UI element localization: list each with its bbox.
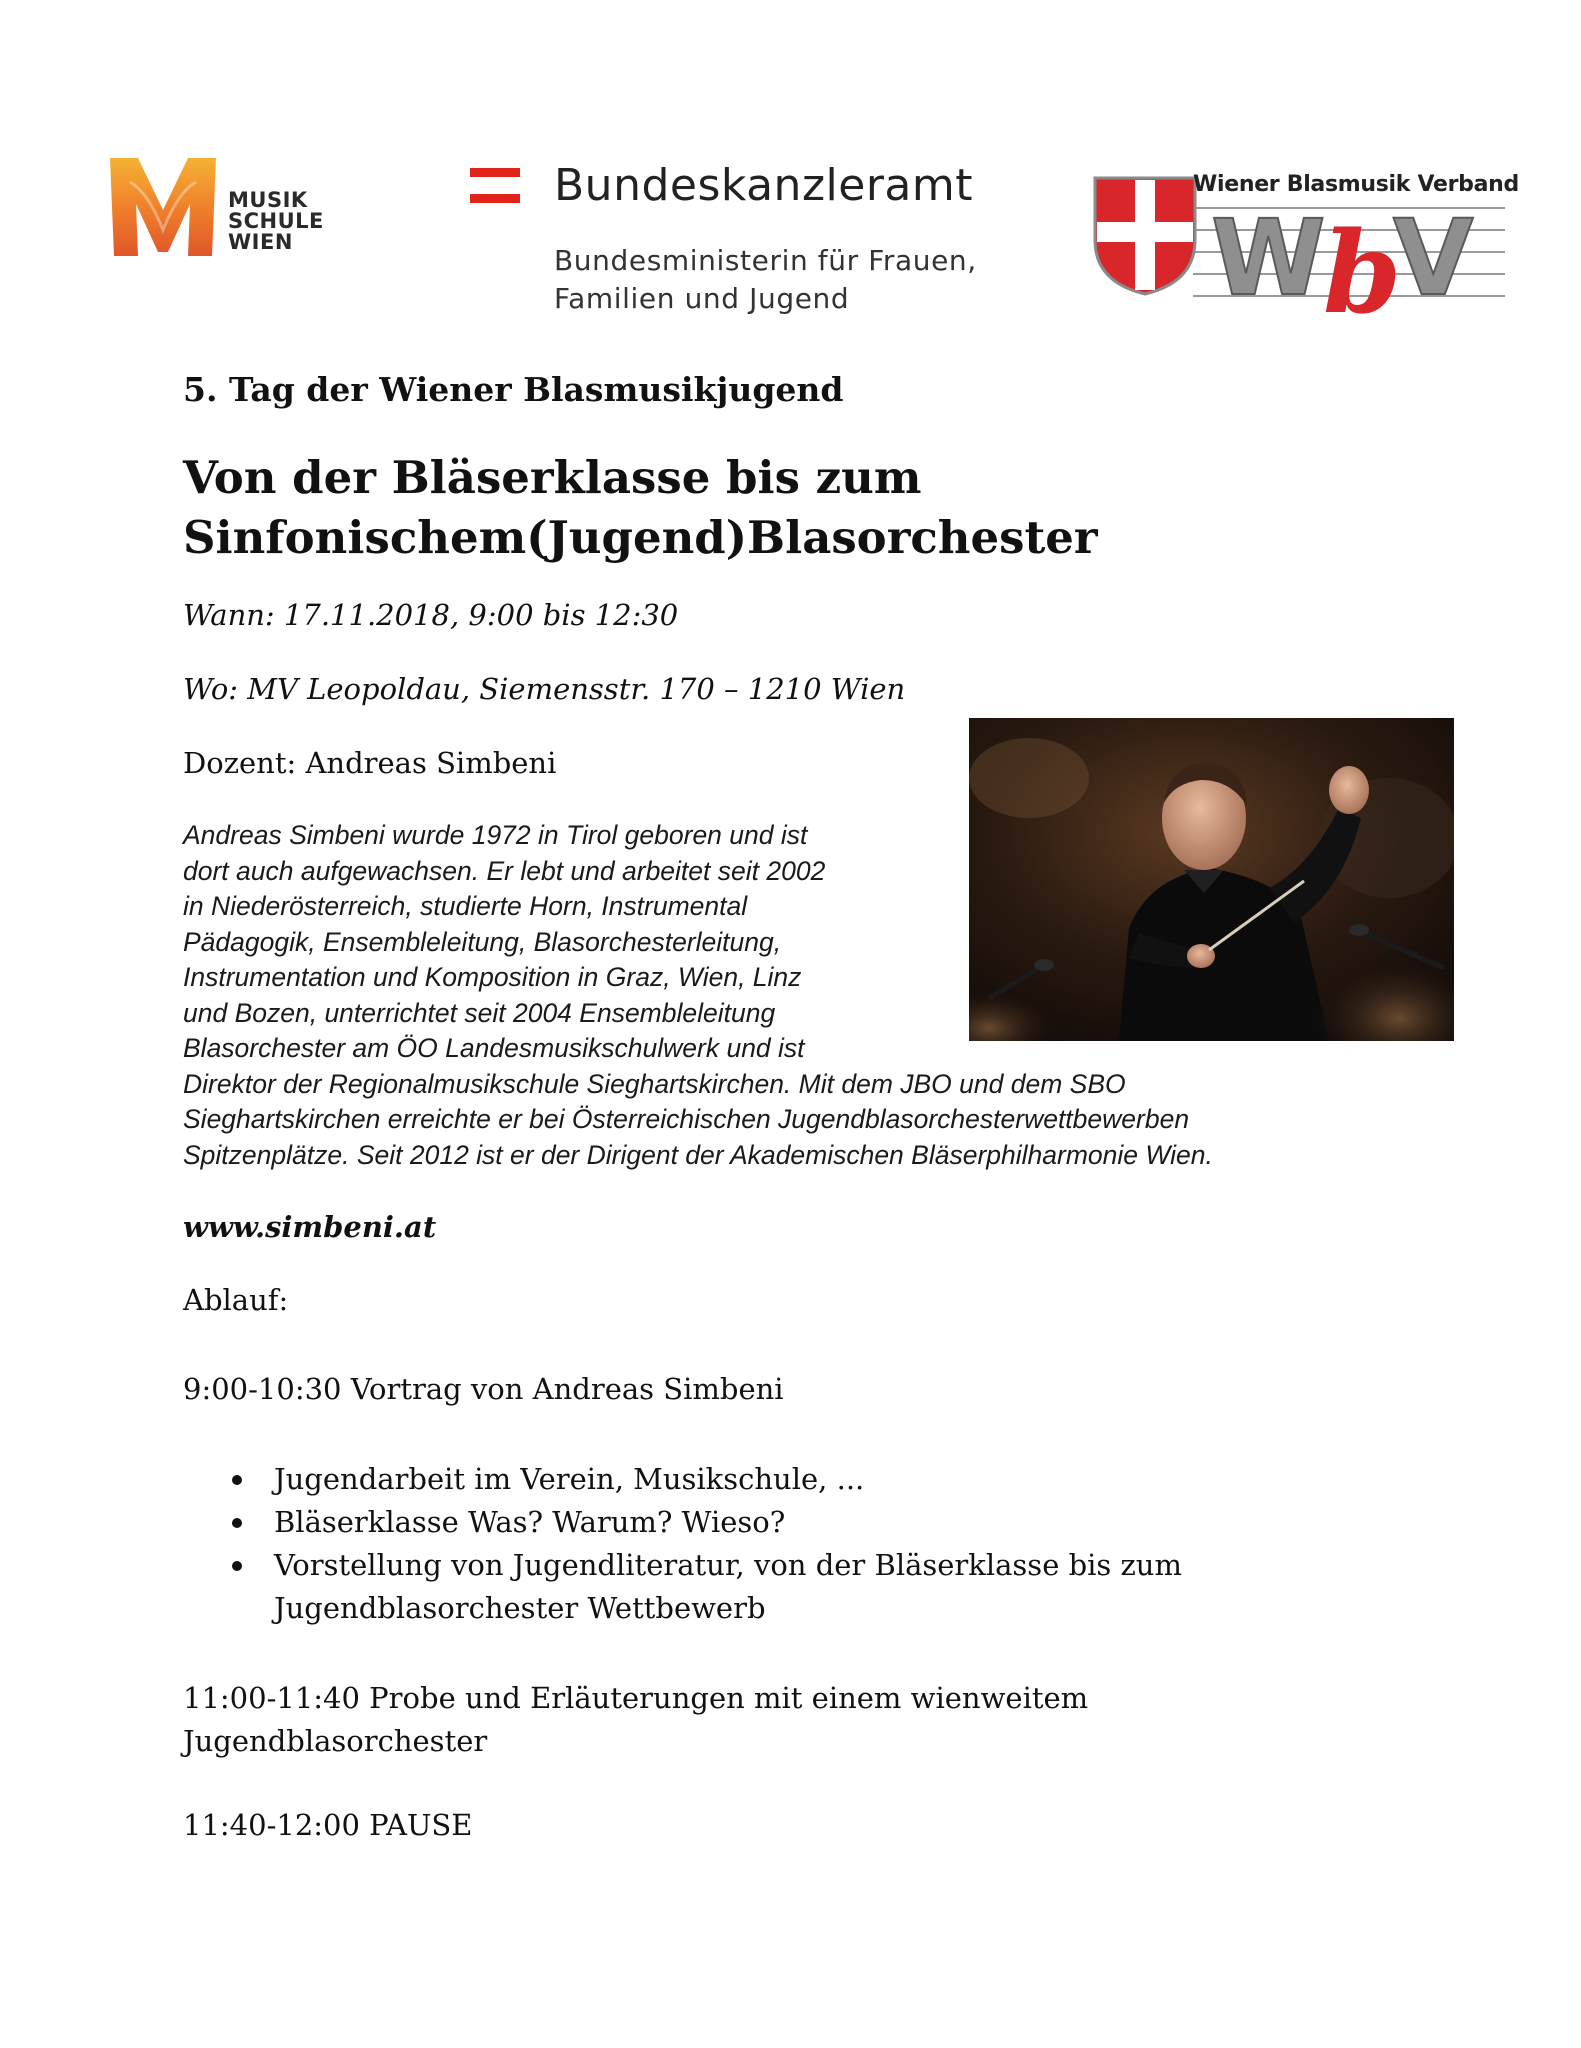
list-item-text: Jugendblasorchester Wettbewerb <box>274 1591 766 1625</box>
ministry-line-2: Familien und Jugend <box>554 282 850 315</box>
musikschule-line-2: SCHULE <box>228 209 324 233</box>
bio-line: Instrumentation und Komposition in Graz, Wien, Linz <box>183 962 802 992</box>
event-when: Wann: 17.11.2018, 9:00 bis 12:30 <box>183 598 679 632</box>
bio-line: Blasorchester am ÖO Landesmusikschulwerk und ist <box>183 1033 805 1063</box>
bio-line: in Niederösterreich, studierte Horn, Instrumental <box>183 891 748 921</box>
biography <box>183 818 1423 1173</box>
heading-line-2: Sinfonischem(Jugend)Blasorchester <box>183 511 1098 564</box>
agenda-slot-3: 11:40-12:00 PAUSE <box>183 1808 473 1842</box>
svg-text:W: W <box>1211 197 1326 319</box>
bundeskanzleramt-title: Bundeskanzleramt <box>554 160 973 211</box>
musikschule-wien-logo <box>108 152 348 262</box>
event-subtitle: 5. Tag der Wiener Blasmusikjugend <box>183 370 844 409</box>
bullet-icon <box>232 1561 242 1571</box>
svg-text:b: b <box>1323 208 1402 320</box>
svg-text:V: V <box>1393 197 1474 319</box>
list-item-text: Bläserklasse Was? Warum? Wieso? <box>274 1505 786 1539</box>
wbv-logo <box>1093 170 1519 320</box>
list-item-text: Jugendarbeit im Verein, Musikschule, ... <box>274 1462 865 1496</box>
bio-line: Spitzenplätze. Seit 2012 ist er der Dirigent der Akademischen Bläserphilharmonie Wien. <box>183 1139 1213 1170</box>
heading-line-1: Von der Bläserklasse bis zum <box>183 451 922 504</box>
bundeskanzleramt-logo <box>470 160 1030 330</box>
event-where: Wo: MV Leopoldau, Siemensstr. 170 – 1210 Wien <box>183 672 906 706</box>
ministry-line-1: Bundesministerin für Frauen, <box>554 244 977 277</box>
event-heading <box>183 448 1098 568</box>
musikschule-line-1: MUSIK <box>228 188 308 212</box>
austria-flag-icon <box>470 168 520 204</box>
bullet-icon <box>232 1518 242 1528</box>
agenda-label: Ablauf: <box>183 1283 289 1317</box>
musikschule-line-3: WIEN <box>228 230 293 254</box>
bio-line: Sieghartskirchen erreichte er bei Österreichischen Jugendblasorchesterwettbewerben <box>183 1104 1190 1134</box>
website-link[interactable]: www.simbeni.at <box>183 1210 437 1244</box>
slot-2-line-1: 11:00-11:40 Probe und Erläuterungen mit einem wienweitem <box>183 1681 1089 1715</box>
slot-2-line-2: Jugendblasorchester <box>183 1724 488 1758</box>
agenda-topic-list <box>230 1458 1330 1630</box>
musikschule-m-icon <box>108 152 218 262</box>
wbv-title: Wiener Blasmusik Verband <box>1193 172 1519 197</box>
list-item <box>230 1458 1330 1501</box>
list-item-text: Vorstellung von Jugendliteratur, von der Bläserklasse bis zum <box>274 1548 1182 1582</box>
bio-line: und Bozen, unterrichtet seit 2004 Ensembleleitung <box>183 997 776 1028</box>
list-item <box>230 1544 1330 1630</box>
list-item <box>230 1501 1330 1544</box>
agenda-slot-2 <box>183 1677 1088 1763</box>
bullet-icon <box>232 1475 242 1485</box>
bio-line: Andreas Simbeni wurde 1972 in Tirol geboren und ist <box>183 820 808 850</box>
bio-line: Pädagogik, Ensembleleitung, Blasorchesterleitung, <box>183 926 782 957</box>
bio-line: Direktor der Regionalmusikschule Sieghartskirchen. Mit dem JBO und dem SBO <box>183 1068 1126 1099</box>
bio-line: dort auch aufgewachsen. Er lebt und arbeitet seit 2002 <box>183 855 826 886</box>
event-lecturer: Dozent: Andreas Simbeni <box>183 746 557 780</box>
agenda-slot-1: 9:00-10:30 Vortrag von Andreas Simbeni <box>183 1372 784 1406</box>
